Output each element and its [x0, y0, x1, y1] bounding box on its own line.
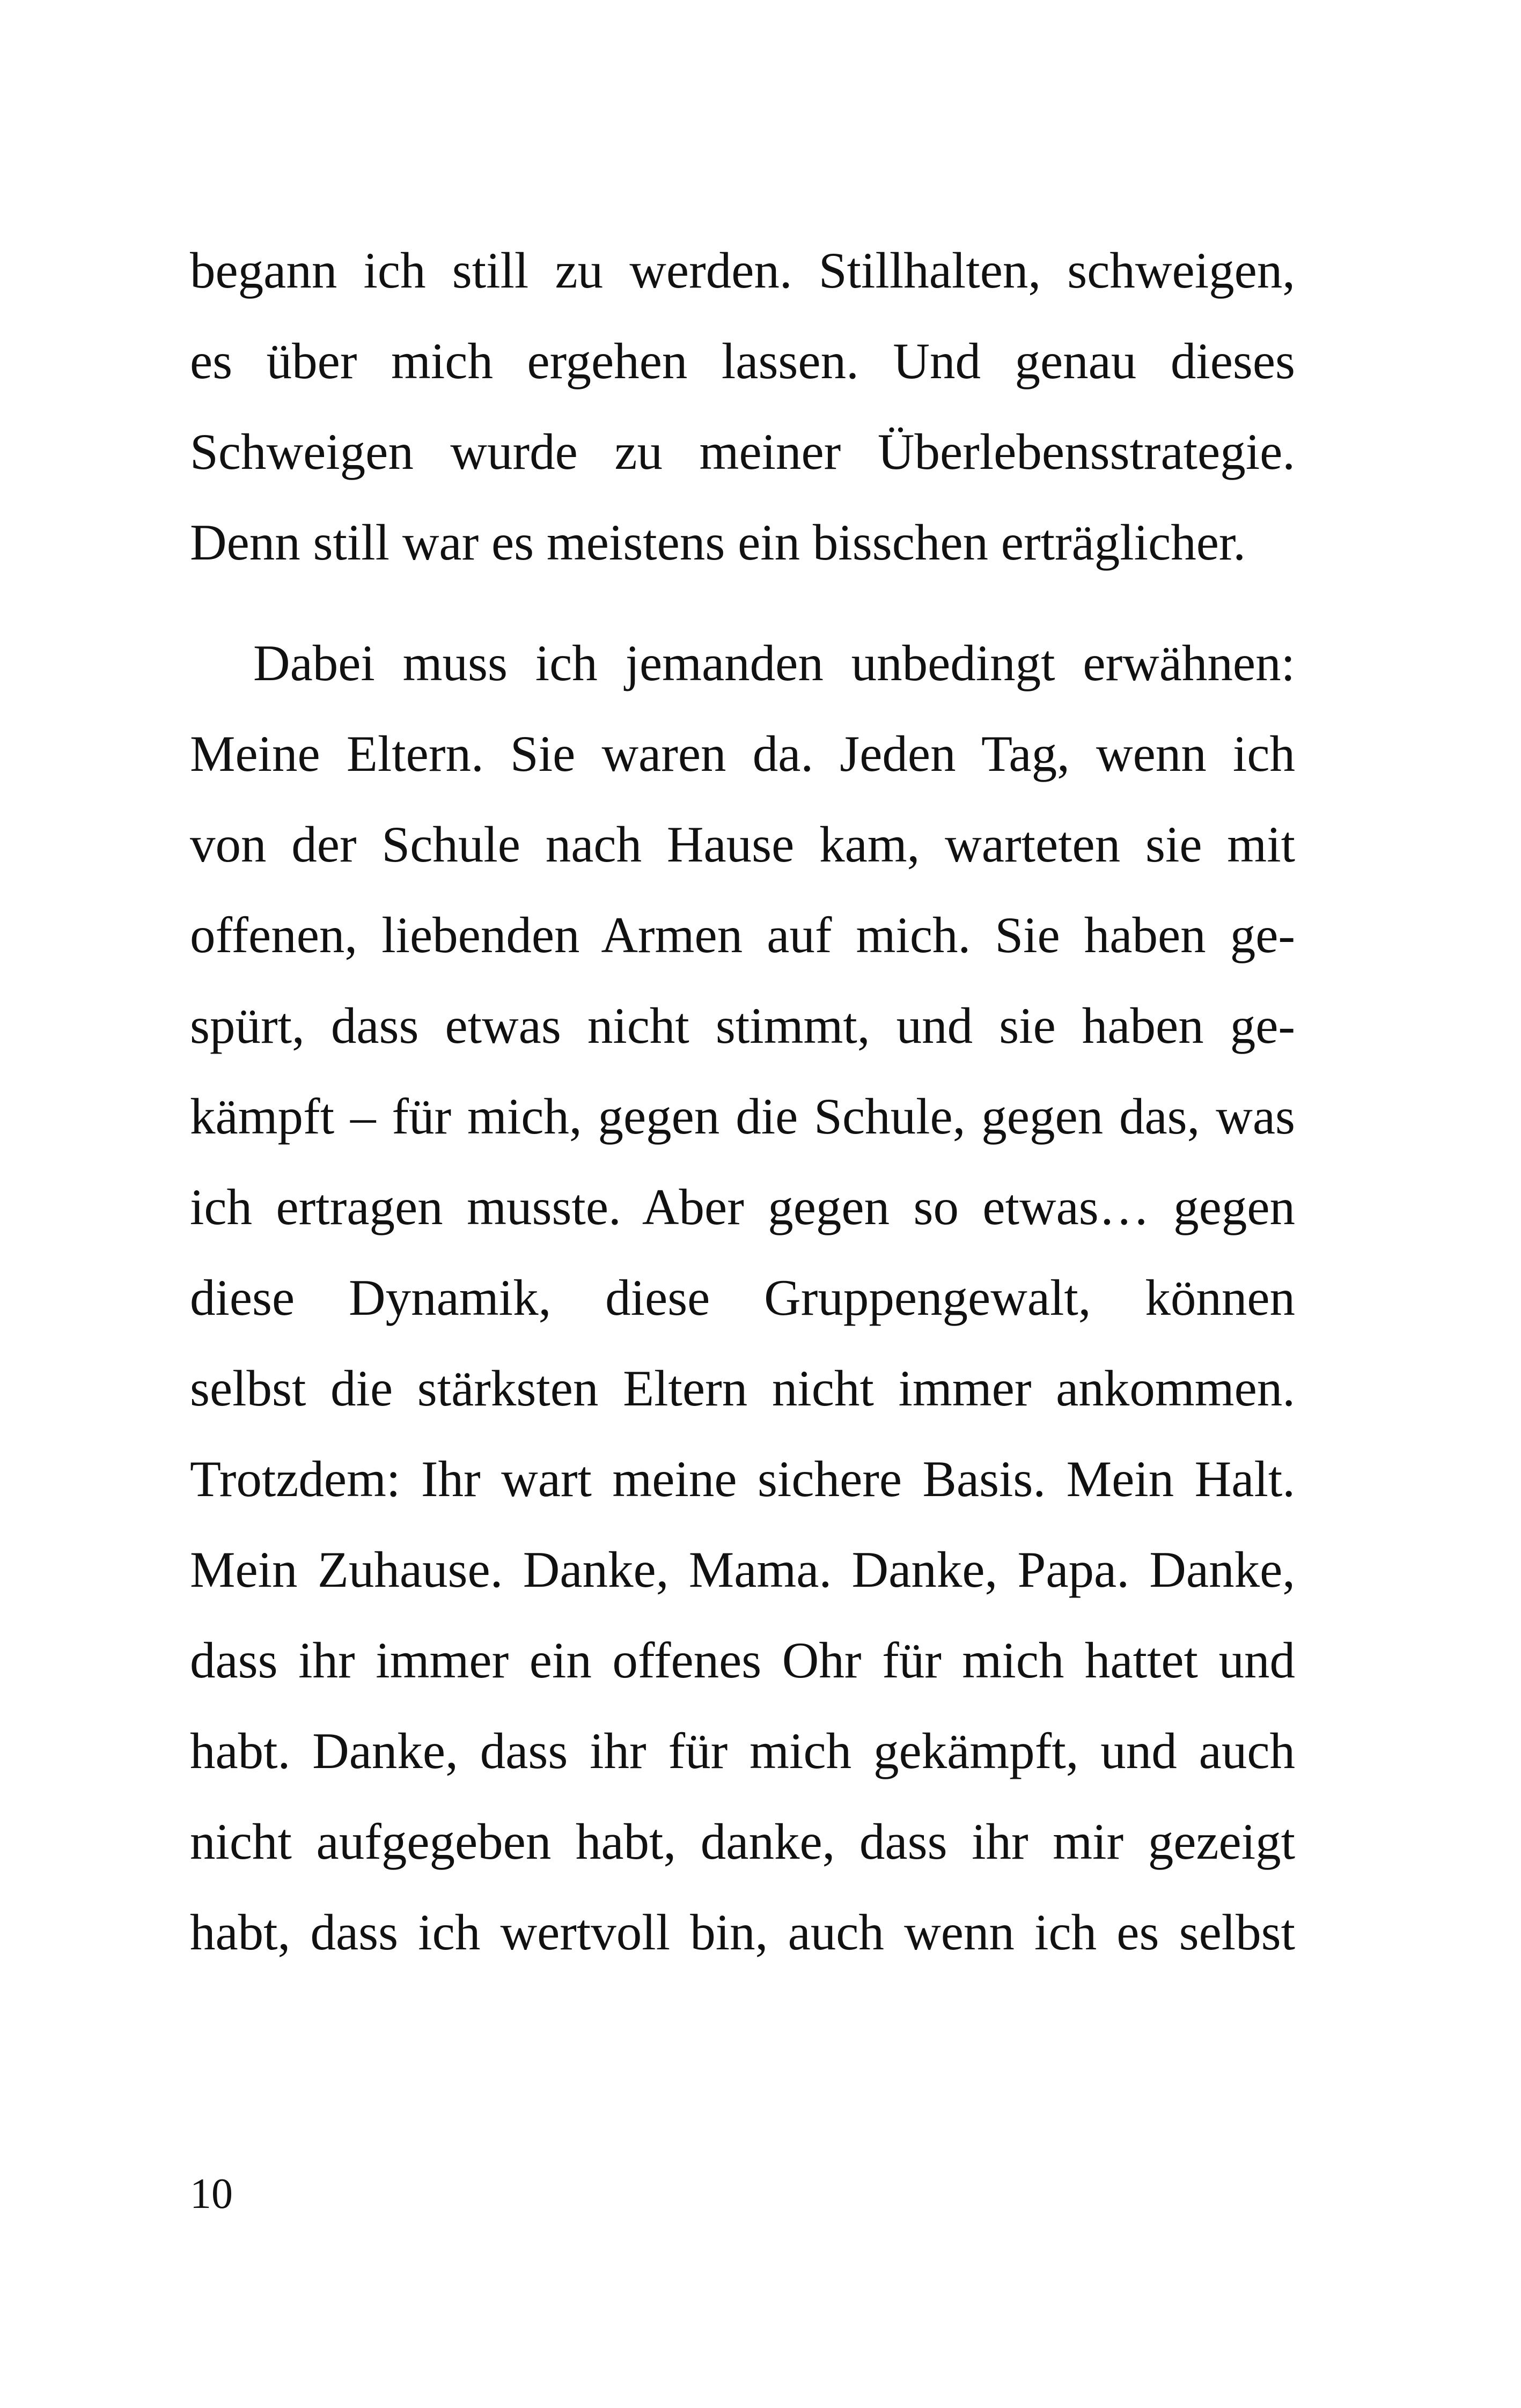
text-line: kämpft – für mich, gegen die Schule, gegen das, was — [190, 1088, 1295, 1145]
text-line: dass ihr immer ein offenes Ohr für mich hattet und — [190, 1632, 1295, 1689]
text-line: Meine Eltern. Sie waren da. Jeden Tag, wenn ich — [190, 725, 1295, 782]
text-line: begann ich still zu werden. Stillhalten, schweigen, — [190, 242, 1295, 299]
text-line: habt, dass ich wertvoll bin, auch wenn ich es selbst — [190, 1904, 1295, 1961]
paragraph-2 — [190, 618, 1295, 1978]
page-number: 10 — [190, 2170, 233, 2218]
text-line: Denn still war es meistens ein bisschen erträglicher. — [190, 514, 1246, 571]
text-line: Trotzdem: Ihr wart meine sichere Basis. Mein Halt. — [190, 1450, 1295, 1507]
text-line: nicht aufgegeben habt, danke, dass ihr mir gezeigt — [190, 1813, 1295, 1870]
text-line: ich ertragen musste. Aber gegen so etwas… gegen — [190, 1179, 1295, 1235]
text-line: offenen, liebenden Armen auf mich. Sie haben ge- — [190, 907, 1295, 963]
text-line: Schweigen wurde zu meiner Überlebensstrategie. — [190, 423, 1295, 480]
text-line: es über mich ergehen lassen. Und genau dieses — [190, 333, 1295, 389]
text-line: Mein Zuhause. Danke, Mama. Danke, Papa. Danke, — [190, 1541, 1295, 1598]
text-line: diese Dynamik, diese Gruppengewalt, können — [190, 1269, 1295, 1326]
text-line: von der Schule nach Hause kam, warteten sie mit — [190, 816, 1295, 873]
paragraph-gap — [190, 588, 1295, 618]
paragraph-1 — [190, 225, 1295, 588]
body-text — [190, 225, 1295, 1978]
text-line: Dabei muss ich jemanden unbedingt erwähnen: — [253, 635, 1295, 691]
text-line: spürt, dass etwas nicht stimmt, und sie haben ge- — [190, 997, 1295, 1054]
text-line: habt. Danke, dass ihr für mich gekämpft, und auch — [190, 1722, 1295, 1779]
text-line: selbst die stärksten Eltern nicht immer ankommen. — [190, 1360, 1295, 1417]
